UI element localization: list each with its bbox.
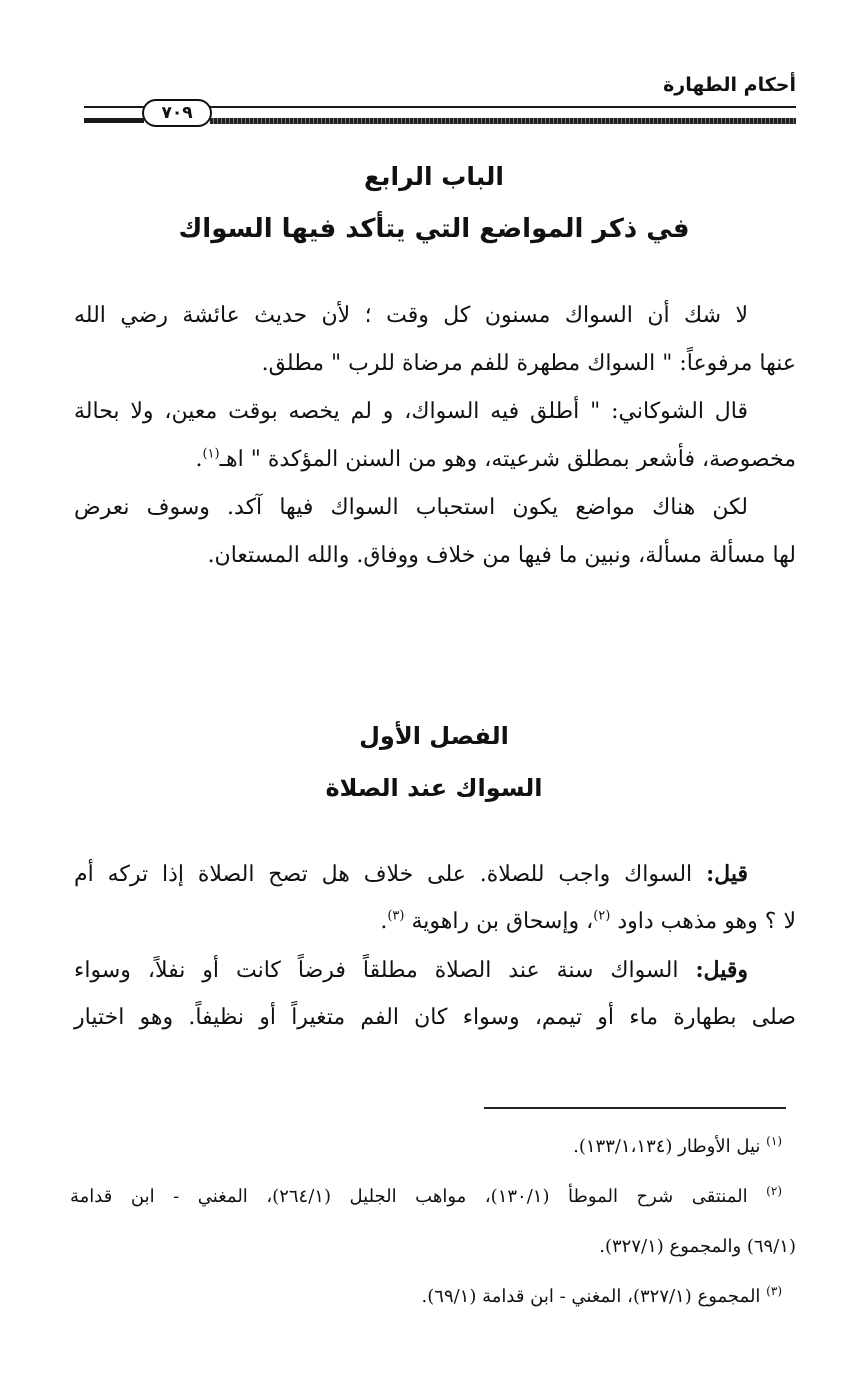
header-rule-thick bbox=[210, 118, 796, 124]
text-span: مخصوصة، فأشعر بمطلق شرعيته، وهو من السنن المؤكدة " اهـ bbox=[219, 447, 796, 472]
footnote-marker: (٢) bbox=[766, 1184, 782, 1198]
section-text bbox=[74, 850, 796, 1042]
text-span: . bbox=[380, 909, 388, 934]
footnote-ref: (٣) bbox=[387, 908, 405, 924]
footnote-text: المجموع (٣٢٧/١)، المغني - ابن قدامة (٦٩/١). bbox=[421, 1286, 761, 1307]
text-line: صلى بطهارة ماء أو تيمم، وسواء كان الفم متغيراً أو نظيفاً. وهو اختيار bbox=[74, 1005, 796, 1030]
text-line: لكن هناك مواضع يكون استحباب السواك فيها آكد. وسوف نعرض bbox=[74, 495, 748, 520]
header-rule-left bbox=[84, 118, 144, 123]
text-span: لا ؟ وهو مذهب داود bbox=[610, 909, 796, 934]
section-subtitle: السواك عند الصلاة bbox=[325, 774, 543, 802]
chapter-subtitle: في ذكر المواضع التي يتأكد فيها السواك bbox=[178, 214, 690, 244]
text-span: السواك سنة عند الصلاة مطلقاً فرضاً كانت أو نفلاً، وسواء bbox=[74, 958, 679, 983]
text-line: لها مسألة مسألة، ونبين ما فيها من خلاف ووفاق. والله المستعان. bbox=[207, 543, 796, 568]
section-title: الفصل الأول bbox=[359, 722, 509, 750]
chapter-title: الباب الرابع bbox=[364, 162, 504, 191]
text-line: قال الشوكاني: " أطلق فيه السواك، و لم يخصه بوقت معين، ولا بحالة bbox=[74, 399, 748, 424]
footnotes bbox=[70, 1122, 796, 1322]
footnote-text: نيل الأوطار (١٣٣/١،١٣٤). bbox=[573, 1136, 761, 1157]
opinion-lead: وقيل: bbox=[695, 957, 748, 983]
running-title: أحكام الطهارة bbox=[663, 74, 796, 96]
text-span: السواك واجب للصلاة. على خلاف هل تصح الصلاة إذا تركه أم bbox=[74, 862, 693, 887]
footnote-text: المنتقى شرح الموطأ (١٣٠/١)، مواهب الجليل (٢٦٤/١)، المغني - ابن قدامة bbox=[70, 1186, 748, 1207]
footnote-marker: (١) bbox=[766, 1134, 782, 1148]
text-line bbox=[74, 946, 796, 994]
text-line: لا شك أن السواك مسنون كل وقت ؛ لأن حديث عائشة رضي الله bbox=[74, 303, 748, 328]
footnote-rule bbox=[484, 1107, 786, 1109]
text-line: عنها مرفوعاً: " السواك مطهرة للفم مرضاة للرب " مطلق. bbox=[261, 351, 796, 376]
footnote-ref: (٢) bbox=[593, 908, 611, 924]
intro-text bbox=[74, 292, 796, 580]
footnote-2 bbox=[70, 1172, 796, 1222]
footnote-1 bbox=[70, 1122, 796, 1172]
footnote-3 bbox=[70, 1272, 796, 1322]
text-line bbox=[74, 436, 796, 484]
footnote-2-continued: (٦٩/١) والمجموع (٣٢٧/١). bbox=[599, 1236, 796, 1257]
text-span: ، وإسحاق بن راهوية bbox=[404, 909, 594, 934]
footnote-ref: (١) bbox=[202, 446, 220, 462]
text-line bbox=[74, 850, 796, 898]
opinion-lead: قيل: bbox=[706, 861, 748, 887]
text-span: . bbox=[195, 447, 203, 472]
footnote-marker: (٣) bbox=[766, 1284, 782, 1298]
text-line bbox=[74, 898, 796, 946]
page-number: ٧٠٩ bbox=[142, 99, 212, 127]
